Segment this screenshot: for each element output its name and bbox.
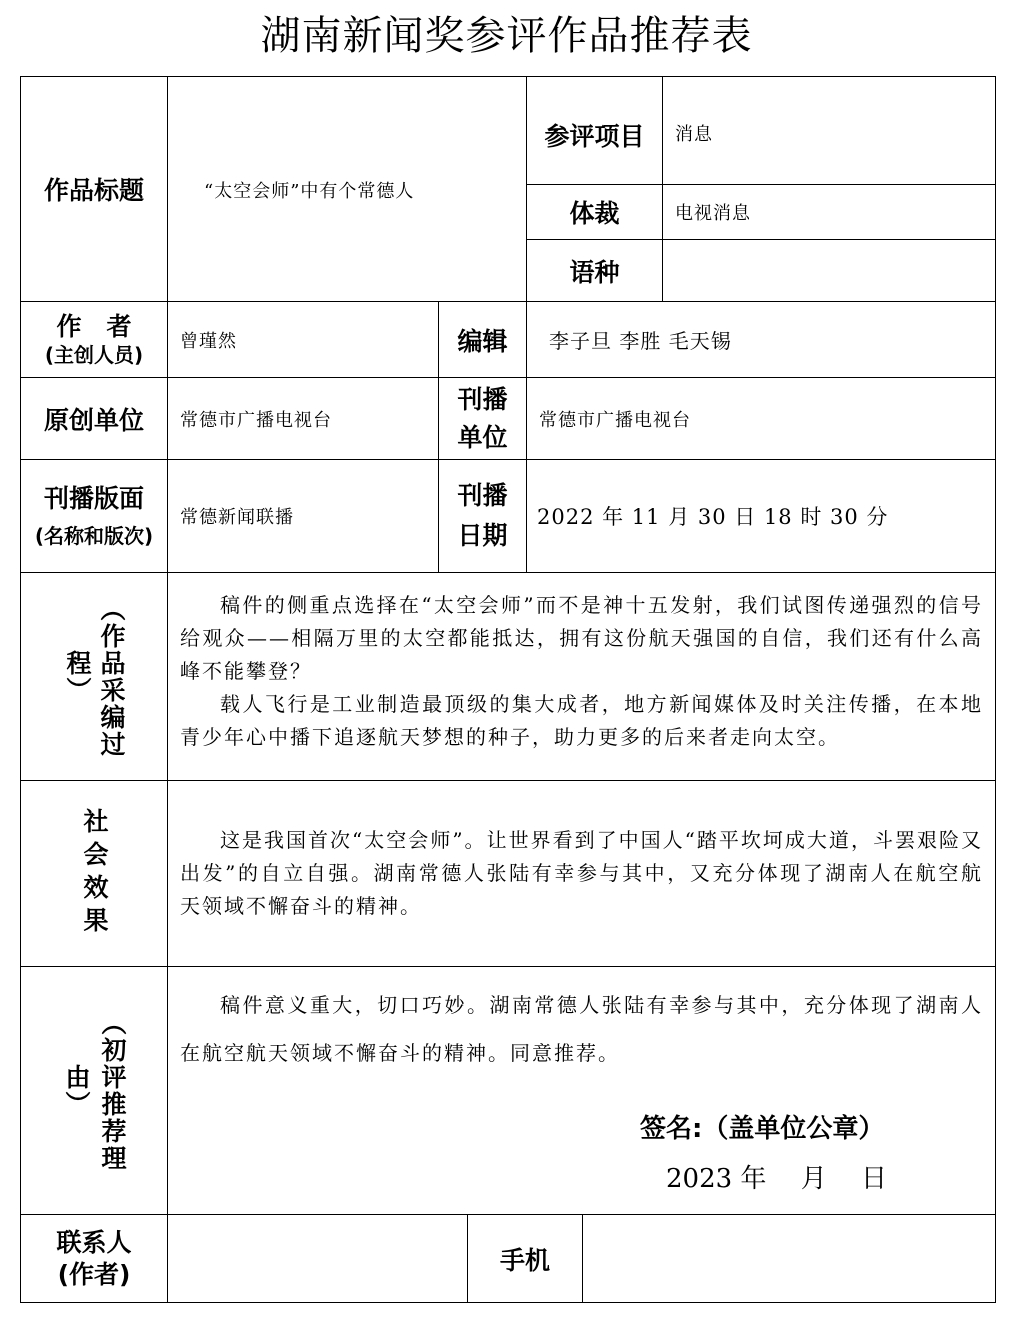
language-label: 语种 bbox=[569, 257, 620, 287]
work-title-value: “太空会师”中有个常德人 bbox=[204, 181, 415, 202]
genre-value: 电视消息 bbox=[675, 203, 751, 224]
phone-label: 手机 bbox=[499, 1245, 550, 1275]
publish-page-label-cell bbox=[21, 460, 167, 572]
social-effect-label: 社会效果 bbox=[80, 807, 109, 940]
publish-unit-value: 常德市广播电视台 bbox=[539, 409, 691, 431]
process-paragraph-2: 载人飞行是工业制造最顶级的集大成者，地方新闻媒体及时关注传播，在本地青少年心中播下追逐航天梦想的种子，助力更多的后来者走向太空。 bbox=[180, 692, 983, 749]
entry-item-value: 消息 bbox=[675, 124, 713, 145]
author-label-sub: (主创人员) bbox=[44, 342, 144, 367]
work-title-label: 作品标题 bbox=[43, 176, 144, 205]
publish-page-label: 刊播版面 bbox=[43, 484, 144, 513]
entry-item-label: 参评项目 bbox=[544, 122, 645, 151]
contact-label-cell bbox=[21, 1215, 167, 1302]
phone-value[interactable] bbox=[583, 1215, 995, 1302]
contact-label-sub: (作者) bbox=[57, 1259, 131, 1289]
social-effect-text: 这是我国首次“太空会师”。让世界看到了中国人“踏平坎坷成大道，斗罢艰险又出发”的自立自强。湖南常德人张陆有幸参与其中，又充分体现了湖南人在航空航天领域不懈奋斗的精神。 bbox=[180, 828, 983, 918]
recommendation-label-cell bbox=[21, 967, 167, 1214]
author-value: 曾瑾然 bbox=[180, 330, 237, 352]
author-label-cell bbox=[21, 302, 167, 377]
sign-date: 2023 年 月 日 bbox=[666, 1164, 887, 1194]
process-text bbox=[168, 573, 995, 780]
recommendation-label: （初评推荐理由） bbox=[62, 1009, 127, 1172]
publish-page-value: 常德新闻联播 bbox=[180, 507, 294, 528]
original-unit-label: 原创单位 bbox=[43, 405, 144, 435]
recommendation-text: 稿件意义重大，切口巧妙。湖南常德人张陆有幸参与其中，充分体现了湖南人在航空航天领域不懈奋斗的精神。同意推荐。 bbox=[180, 993, 983, 1065]
process-label: （作品采编过程） bbox=[63, 595, 126, 758]
social-effect-label-cell bbox=[21, 781, 167, 966]
language-value bbox=[663, 240, 995, 301]
original-unit-value: 常德市广播电视台 bbox=[180, 409, 332, 431]
recommendation-text-cell bbox=[168, 967, 995, 1077]
publish-page-label-sub: (名称和版次) bbox=[34, 524, 154, 548]
form-title: 湖南新闻奖参评作品推荐表 bbox=[260, 13, 753, 59]
genre-label: 体裁 bbox=[569, 199, 620, 228]
publish-date-label: 刊播日期 bbox=[457, 481, 508, 550]
signature-line: 签名:（盖单位公章） bbox=[640, 1114, 885, 1144]
contact-value[interactable] bbox=[168, 1215, 467, 1302]
publish-unit-label: 刊播单位 bbox=[457, 384, 508, 452]
editor-value: 李子旦 李胜 毛天锡 bbox=[549, 329, 732, 353]
editor-label: 编辑 bbox=[457, 326, 508, 356]
process-paragraph-1: 稿件的侧重点选择在“太空会师”而不是神十五发射，我们试图传递强烈的信号给观众——相隔万里的太空都能抵达，拥有这份航天强国的自信，我们还有什么高峰不能攀登？ bbox=[180, 593, 983, 683]
social-effect-text-cell bbox=[168, 781, 995, 966]
author-label: 作 者 bbox=[56, 311, 132, 341]
contact-label: 联系人 bbox=[56, 1227, 132, 1257]
publish-date-value: 2022 年 11 月 30 日 18 时 30 分 bbox=[537, 505, 889, 529]
process-label-cell bbox=[21, 573, 167, 780]
